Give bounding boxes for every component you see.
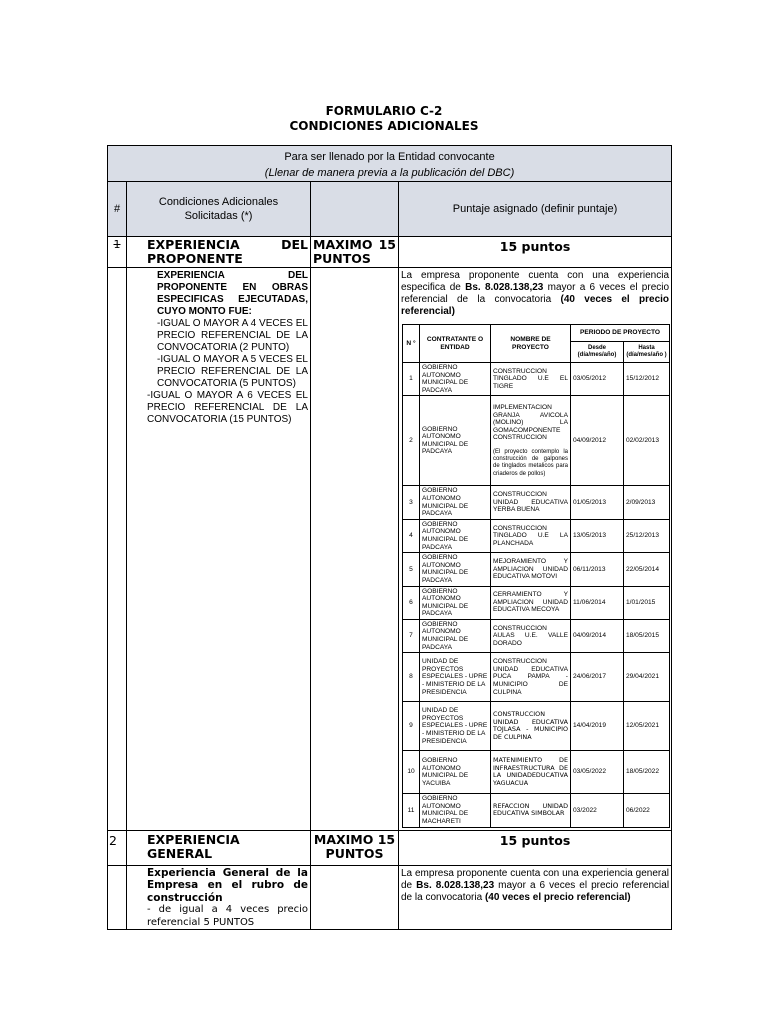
row-to: 12/05/2021 [624, 702, 670, 751]
col-score-header: Puntaje asignado (definir puntaje) [399, 182, 672, 237]
row-from: 11/06/2014 [571, 586, 624, 619]
row-contractor: GOBIERNO AUTONOMO MUNICIPAL DE PADCAYA [420, 486, 491, 519]
table-row [403, 653, 670, 702]
row-number: 2 [403, 396, 420, 486]
req-line-3: -IGUAL O MAYOR A 6 VECES EL PRECIO REFERENCIAL DE LA CONVOCATORIA (15 PUNTOS) [147, 390, 308, 425]
col-conditions-header: Condiciones Adicionales Solicitadas (*) [127, 182, 311, 237]
row-from: 04/09/2014 [571, 619, 624, 652]
section2-detail-num [108, 865, 127, 930]
table-row [403, 702, 670, 751]
req-line-2: -IGUAL O MAYOR A 5 VECES EL PRECIO REFERENCIAL DE LA CONVOCATORIA (5 PUNTOS) [157, 354, 308, 389]
row-from: 01/05/2013 [571, 486, 624, 519]
projects-from-header: Desde (día/mes/año) [571, 342, 624, 363]
section2-points: 15 puntos [399, 830, 672, 865]
row-project: MATENIMIENTO DE INFRAESTRUCTURA DE LA UNIDADEDUCATIVA YAGUACUA [491, 751, 571, 794]
row-project-note: (El proyecto contemplo la construcción de galpones de tinglados metalicos para criaderos de pollos) [493, 448, 568, 477]
row-from: 03/2022 [571, 794, 624, 827]
row-number: 6 [403, 586, 420, 619]
section1-response [399, 268, 672, 831]
table-row [403, 619, 670, 652]
row-to: 22/05/2014 [624, 553, 670, 586]
row-contractor: GOBIERNO AUTONOMO MUNICIPAL DE PADCAYA [420, 519, 491, 552]
fill-note-label: (Llenar de manera previa a la publicación del DBC) [264, 166, 515, 179]
row-contractor: GOBIERNO AUTONOMO MUNICIPAL DE PADCAYA [420, 586, 491, 619]
section1-detail-empty [311, 268, 399, 831]
table-row [403, 363, 670, 396]
entity-header-cell [108, 146, 672, 182]
section1-number: 1 [108, 237, 127, 268]
row-project: MEJORAMIENTO Y AMPLIACION UNIDAD EDUCATIVA MOTOVI [491, 553, 571, 586]
row-number: 8 [403, 653, 420, 702]
row-to: 25/12/2013 [624, 519, 670, 552]
row-project: CONSTRUCCION UNIDAD EDUCATIVA YERBA BUENA [491, 486, 571, 519]
row-number: 10 [403, 751, 420, 794]
projects-table [402, 324, 670, 828]
row-project: CONSTRUCCION TINGLADO U.E EL TIGRE [491, 363, 571, 396]
req-line-1: -IGUAL O MAYOR A 4 VECES EL PRECIO REFERENCIAL DE LA CONVOCATORIA (2 PUNTO) [157, 318, 308, 353]
col-empty-header [311, 182, 399, 237]
row-contractor: UNIDAD DE PROYECTOS ESPECIALES - UPRE - MINISTERIO DE LA PRESIDENCIA [420, 653, 491, 702]
row-from: 14/04/2019 [571, 702, 624, 751]
row-from: 13/05/2013 [571, 519, 624, 552]
table-row [403, 751, 670, 794]
row-contractor: GOBIERNO AUTONOMO MUNICIPAL DE PADCAYA [420, 619, 491, 652]
row-to: 06/2022 [624, 794, 670, 827]
row-contractor: GOBIERNO AUTONOMO MUNICIPAL DE PADCAYA [420, 396, 491, 486]
row-number: 1 [403, 363, 420, 396]
row-number: 5 [403, 553, 420, 586]
row-project-name: IMPLEMENTACION GRANJA AVICOLA (MOLINO) LA GOMACOMPONENTE CONSTRUCCION [493, 403, 568, 442]
row-number: 9 [403, 702, 420, 751]
section1-requirements [127, 268, 311, 831]
row-project: CONSTRUCCION UNIDAD EDUCATIVA PUCA PAMPA - MUNICIPIO DE CULPINA [491, 653, 571, 702]
section2-requirements [127, 865, 311, 930]
row-number: 4 [403, 519, 420, 552]
row-to: 02/02/2013 [624, 396, 670, 486]
projects-header-row [403, 325, 670, 342]
row-number: 7 [403, 619, 420, 652]
section1-max: MAXIMO 15 PUNTOS [311, 237, 399, 268]
section1-detail-row [108, 268, 672, 831]
row-project [491, 396, 571, 486]
projects-period-header: PERIODO DE PROYECTO [571, 325, 670, 342]
row-project: CONSTRUCCION UNIDAD EDUCATIVA TOJLASA - MUNICIPIO DE CULPINA [491, 702, 571, 751]
row-project: CERRAMIENTO Y AMPLIACION UNIDAD EDUCATIVA MECOYA [491, 586, 571, 619]
fill-by-label: Para ser llenado por la Entidad convocante [284, 150, 495, 163]
projects-to-header: Hasta (día/mes/año ) [624, 342, 670, 363]
section2-title: EXPERIENCIA GENERAL [127, 830, 311, 865]
row-to: 18/05/2022 [624, 751, 670, 794]
table-row [403, 486, 670, 519]
header-row-columns [108, 182, 672, 237]
section1-title: EXPERIENCIA DEL PROPONENTE [127, 237, 311, 268]
form-title [0, 104, 768, 134]
row-contractor: UNIDAD DE PROYECTOS ESPECIALES - UPRE - MINISTERIO DE LA PRESIDENCIA [420, 702, 491, 751]
col-num-header: # [108, 182, 127, 237]
req-title: EXPERIENCIA DEL PROPONENTE EN OBRAS ESPECIFICAS EJECUTADAS, CUYO MONTO FUE: [157, 270, 308, 317]
table-row [403, 396, 670, 486]
row-project: CONSTRUCCION TINGLADO U.E LA PLANCHADA [491, 519, 571, 552]
row-contractor: GOBIERNO AUTONOMO MUNICIPAL DE MACHARETI [420, 794, 491, 827]
row-project: REFACCION UNIDAD EDUCATIVA SIMBOLAR [491, 794, 571, 827]
table-row [403, 586, 670, 619]
row-to: 18/05/2015 [624, 619, 670, 652]
row-to: 15/12/2012 [624, 363, 670, 396]
row-from: 03/05/2022 [571, 751, 624, 794]
section1-points: 15 puntos [399, 237, 672, 268]
row-contractor: GOBIERNO AUTONOMO MUNICIPAL DE PADCAYA [420, 553, 491, 586]
form-code: FORMULARIO C-2 [325, 104, 443, 118]
section2-number: 2 [108, 830, 127, 865]
section2-detail-empty [311, 865, 399, 930]
header-row-entity [108, 146, 672, 182]
section2-detail-row [108, 865, 672, 930]
req2-title: Experiencia General de la Empresa en el rubro de construcción [147, 866, 308, 904]
table-row [403, 553, 670, 586]
section2-row [108, 830, 672, 865]
row-to: 1/01/2015 [624, 586, 670, 619]
conditions-table [107, 145, 672, 930]
form-subtitle: CONDICIONES ADICIONALES [289, 119, 479, 133]
response-text: La empresa proponente cuenta con una experiencia especifica de Bs. 8.028.138,23 mayor a 6 veces el precio referencial de la convocatoria (40 veces el precio referencial) [401, 270, 670, 317]
row-contractor: GOBIERNO AUTONOMO MUNICIPAL DE YACUIBA [420, 751, 491, 794]
section1-row [108, 237, 672, 268]
projects-name-header: NOMBRE DE PROYECTO [491, 325, 571, 363]
section2-max: MAXIMO 15 PUNTOS [311, 830, 399, 865]
row-from: 06/11/2013 [571, 553, 624, 586]
row-contractor: GOBIERNO AUTONOMO MUNICIPAL DE PADCAYA [420, 363, 491, 396]
req2-line-1: - de igual a 4 veces precio referencial 5 PUNTOS [147, 904, 308, 928]
projects-contractor-header: CONTRATANTE O ENTIDAD [420, 325, 491, 363]
row-from: 04/09/2012 [571, 396, 624, 486]
table-row [403, 519, 670, 552]
section2-response: La empresa proponente cuenta con una experiencia general de Bs. 8.028.138,23 mayor a 6 veces el precio referencial de la convocatoria (40 veces el precio referencial) [399, 865, 672, 930]
row-number: 11 [403, 794, 420, 827]
row-from: 24/06/2017 [571, 653, 624, 702]
row-to: 2/09/2013 [624, 486, 670, 519]
projects-n-header: N ° [403, 325, 420, 363]
row-number: 3 [403, 486, 420, 519]
row-from: 03/05/2012 [571, 363, 624, 396]
table-row [403, 794, 670, 827]
row-project: CONSTRUCCION AULAS U.E. VALLE DORADO [491, 619, 571, 652]
section1-detail-num [108, 268, 127, 831]
row-to: 29/04/2021 [624, 653, 670, 702]
